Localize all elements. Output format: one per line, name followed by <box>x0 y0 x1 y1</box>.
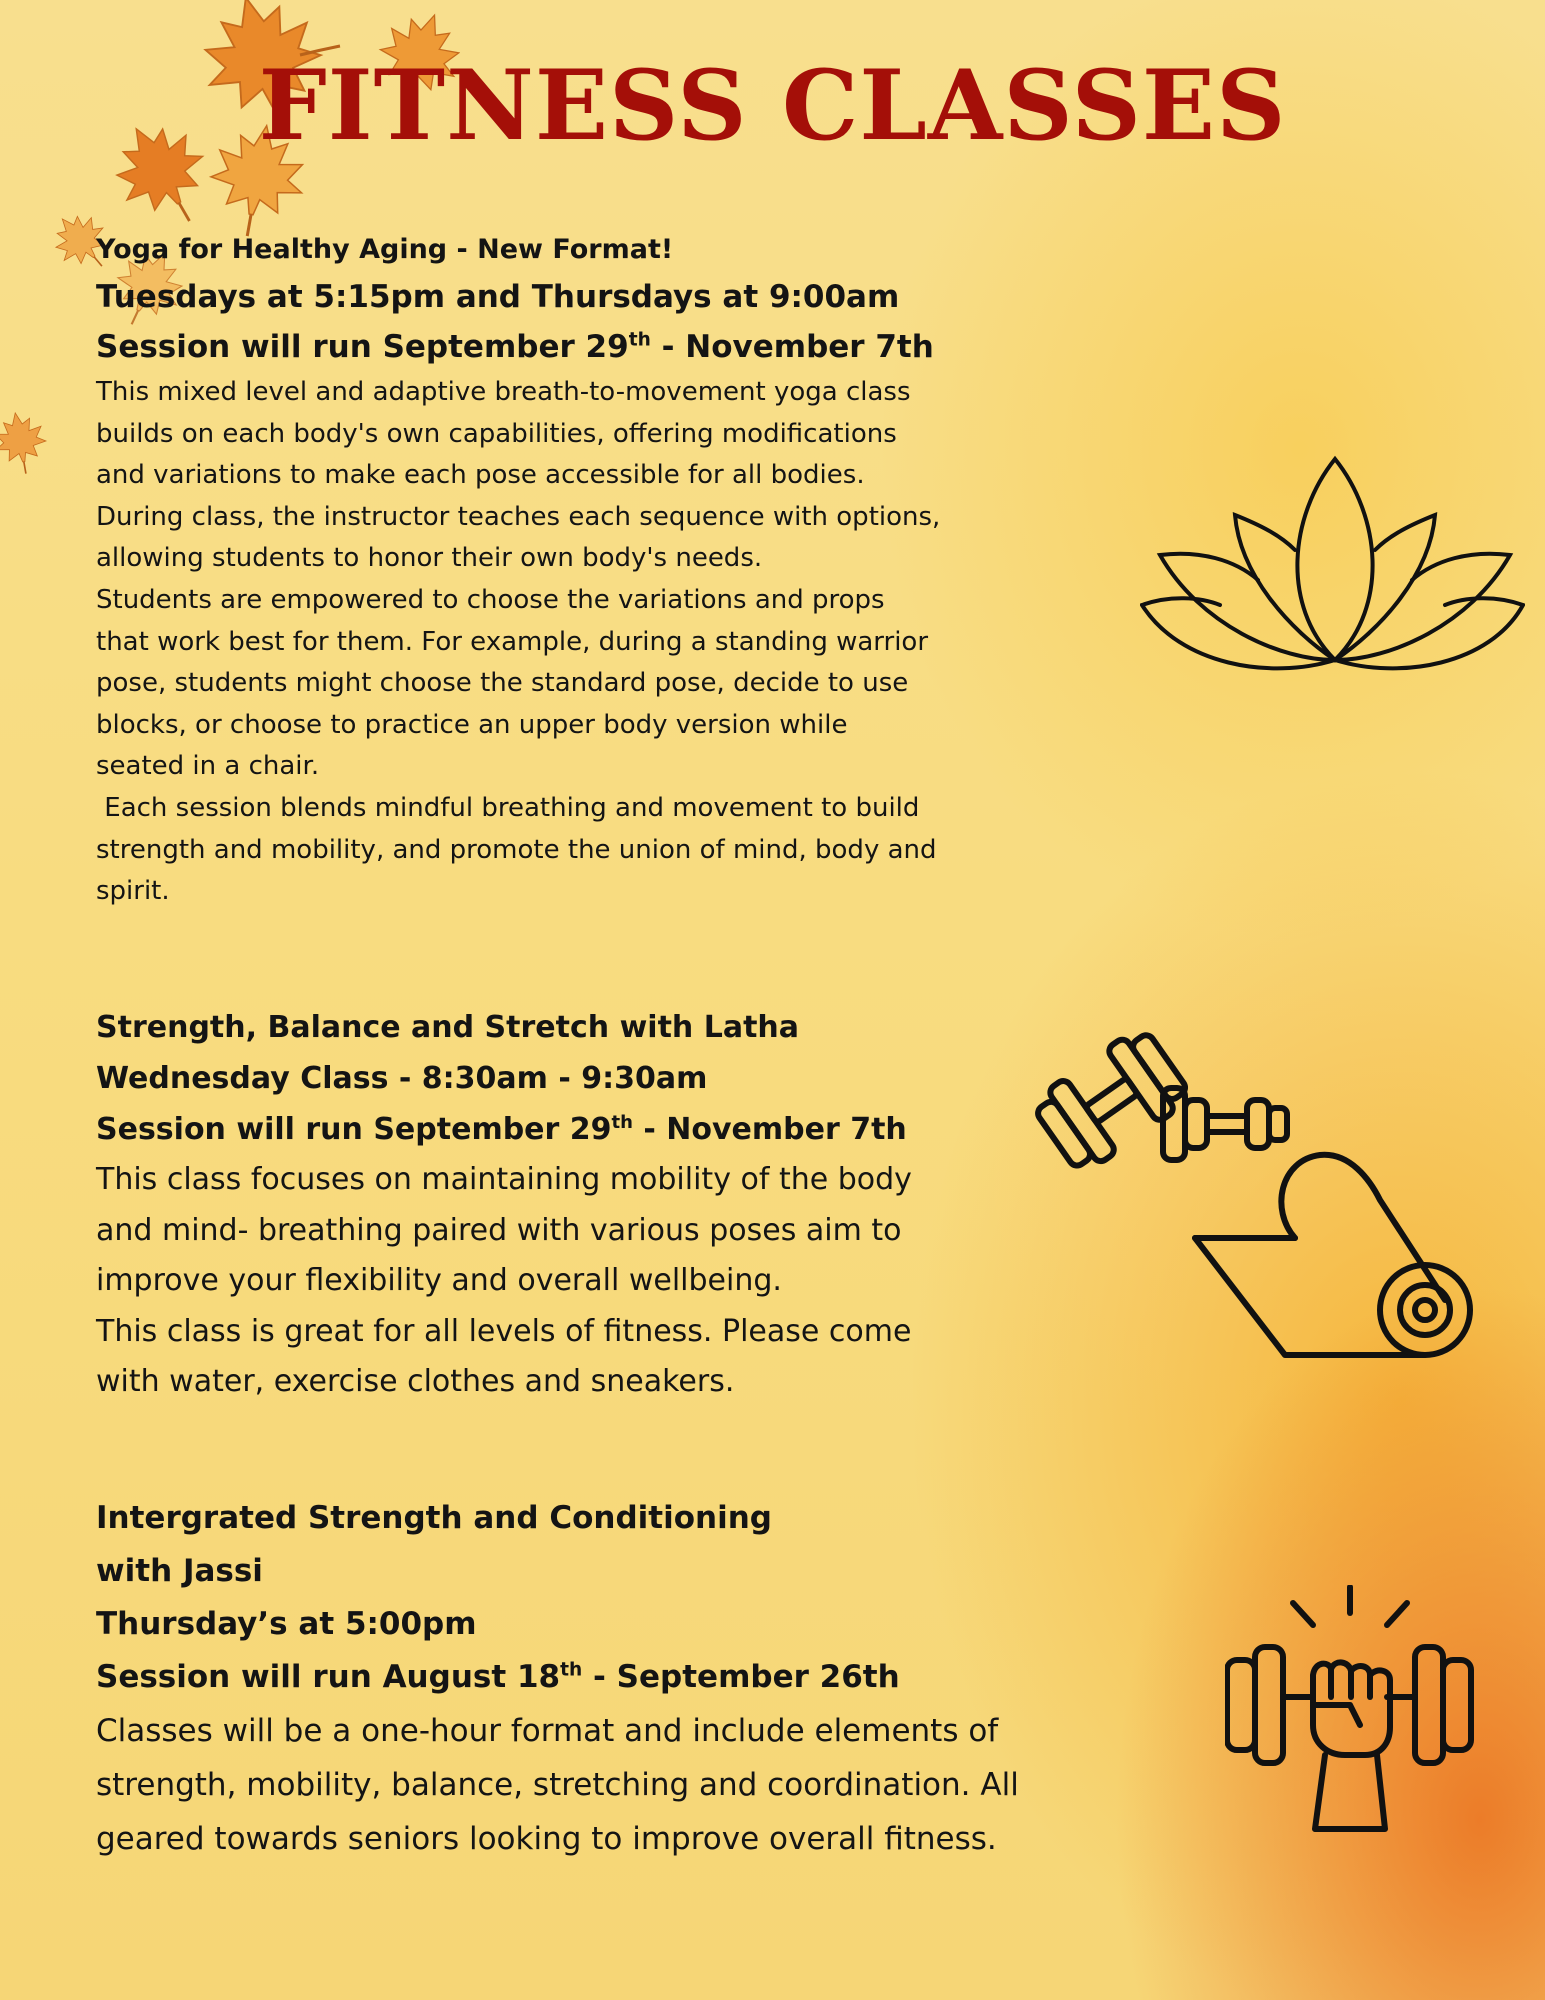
section-schedule: Tuesdays at 5:15pm and Thursdays at 9:00am <box>96 279 900 315</box>
conditioning-section <box>96 1492 1156 1866</box>
section-schedule: Wednesday Class - 8:30am - 9:30am <box>96 1061 708 1096</box>
section-session: Session will run September 29th - November 7th <box>96 1112 907 1147</box>
section-body: Classes will be a one-hour format and include elements of strength, mobility, balance, stretching and coordination. All geared towards seniors looking to improve overall fitness. <box>96 1713 1019 1857</box>
section-heading: Strength, Balance and Stretch with Latha <box>96 1010 800 1045</box>
yoga-section <box>96 228 1086 913</box>
strength-balance-section <box>96 1002 1036 1408</box>
yoga-mat-icon <box>1190 1150 1475 1365</box>
fist-dumbbell-icon <box>1225 1585 1475 1835</box>
section-heading: Intergrated Strength and Conditioning <box>96 1500 772 1536</box>
section-heading-line2: with Jassi <box>96 1553 263 1589</box>
section-body: This mixed level and adaptive breath-to-movement yoga class builds on each body's own capabilities, offering modifications and variations to make each pose accessible for all bodies. During class, the instructor teaches each sequence with options, allowing students to honor their own body's needs. Students are empowered to choose the variations and props that work best for them. For example, during a standing warrior pose, students might choose the standard pose, decide to use blocks, or choose to practice an upper body version while seated in a chair. Each session blends mindful breathing and movement to build strength and mobility, and promote the union of mind, body and spirit. <box>96 377 941 907</box>
section-schedule: Thursday’s at 5:00pm <box>96 1606 477 1642</box>
lotus-icon <box>1140 455 1525 685</box>
section-session: Session will run August 18th - September 26th <box>96 1659 900 1695</box>
page-title: FITNESS CLASSES <box>258 49 1287 162</box>
section-body: This class focuses on maintaining mobility of the body and mind- breathing paired with various poses aim to improve your flexibility and overall wellbeing. This class is great for all levels of fitness. Please come with water, exercise clothes and sneakers. <box>96 1162 912 1400</box>
section-session: Session will run September 29th - November 7th <box>96 329 934 365</box>
section-heading: Yoga for Healthy Aging - New Format! <box>96 234 674 265</box>
